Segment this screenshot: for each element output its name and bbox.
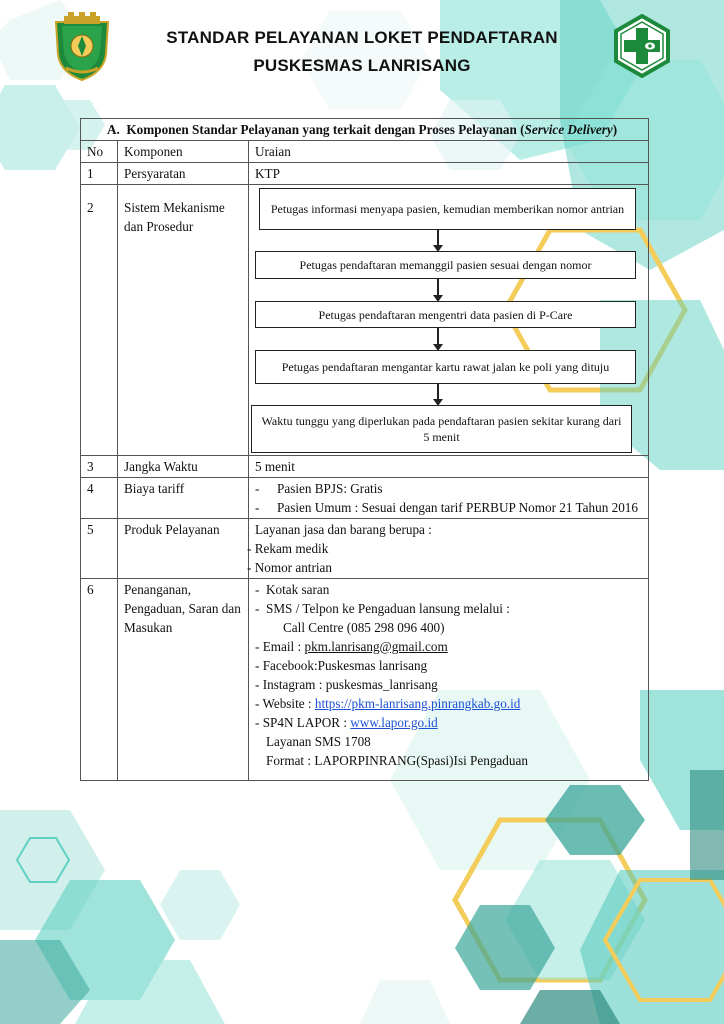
col-header-komponen: Komponen [118,141,249,163]
table-row [81,185,649,456]
col-header-no: No [81,141,118,163]
row-komponen-value: Sistem Mekanisme dan Prosedur [124,200,225,234]
complaint-channel: - Email : pkm.lanrisang@gmail.com [255,639,448,654]
row-no: 6 [81,579,118,781]
sms-layanan: Layanan SMS 1708 [266,734,371,749]
flow-step-2: Petugas pendaftaran memanggil pasien sesuai dengan nomor [255,251,636,279]
table-row [81,579,649,781]
lapor-link[interactable]: www.lapor.go.id [350,715,438,730]
flow-step-5-waiting-time: Waktu tunggu yang diperlukan pada pendaftaran pasien sekitar kurang dari 5 menit [251,405,632,453]
table-row [81,456,649,478]
website-link[interactable]: https://pkm-lanrisang.pinrangkab.go.id [314,696,521,711]
section-heading-row [81,119,649,141]
sms-format: Format : LAPORPINRANG(Spasi)Isi Pengaduan [266,753,528,768]
kotak-saran: Kotak saran [266,582,330,597]
section-title-italic-delivery: Delivery [567,122,613,137]
row-uraian-flow [249,185,649,456]
instagram: Instagram : puskesmas_lanrisang [262,677,438,692]
complaint-channel: - Instagram : puskesmas_lanrisang [255,677,438,692]
fee-item-text: Pasien BPJS: Gratis [277,481,383,496]
lapor-label: SP4N LAPOR : [262,715,351,730]
row-no [81,185,118,456]
row-no: 5 [81,519,118,579]
email-link[interactable]: pkm.lanrisang@gmail.com [304,639,448,654]
call-centre: Call Centre (085 298 096 400) [283,620,445,635]
row-no: 4 [81,478,118,519]
flow-step-4: Petugas pendaftaran mengantar kartu rawat jalan ke poli yang dituju [255,350,636,384]
table-row [81,163,649,185]
section-title-close: ) [612,122,618,137]
row-komponen: Biaya tariff [118,478,249,519]
page-title-line2: PUSKESMAS LANRISANG [253,56,471,75]
row-komponen: Persyaratan [118,163,249,185]
section-prefix: A. [107,122,120,137]
column-header-row [81,141,649,163]
flow-arrow [437,279,439,300]
section-title-italic-service: Service [524,122,565,137]
row-komponen: Produk Pelayanan [118,519,249,579]
row-uraian-complaints [249,579,649,781]
fee-item: - Pasien Umum : Sesuai dengan tarif PERBUP Nomor 21 Tahun 2016 [255,500,638,515]
products-intro: Layanan jasa dan barang berupa : [255,522,432,537]
section-title: Komponen Standar Pelayanan yang terkait dengan Proses Pelayanan ( [126,122,525,137]
complaint-channel: - Facebook:Puskesmas lanrisang [255,658,428,673]
complaint-channel: - SP4N LAPOR : www.lapor.go.id [255,715,438,730]
product-item: - Rekam medik [247,541,329,556]
fee-item-text: Pasien Umum : Sesuai dengan tarif PERBUP Nomor 21 Tahun 2016 [277,500,638,515]
row-komponen: Penanganan, Pengaduan, Saran dan Masukan [118,579,249,781]
complaint-channel: - SMS / Telpon ke Pengaduan lansung melalui : [255,601,510,616]
row-komponen [118,185,249,456]
row-no: 3 [81,456,118,478]
flow-step-1: Petugas informasi menyapa pasien, kemudian memberikan nomor antrian [259,188,636,230]
row-uraian-fees [249,478,649,519]
col-header-uraian: Uraian [249,141,649,163]
facebook: Facebook:Puskesmas lanrisang [262,658,428,673]
flow-arrow [437,230,439,250]
procedure-flowchart [249,185,648,455]
product-item-text: Nomor antrian [254,560,332,575]
service-standard-table [80,118,649,781]
row-no-value: 2 [87,200,94,215]
website-label: Website : [262,696,315,711]
page-title-line1: STANDAR PELAYANAN LOKET PENDAFTARAN [166,28,558,47]
row-komponen: Jangka Waktu [118,456,249,478]
email-label: Email : [262,639,305,654]
product-item: - Nomor antrian [247,560,332,575]
row-no: 1 [81,163,118,185]
table-row [81,478,649,519]
row-uraian-products [249,519,649,579]
row-uraian: 5 menit [249,456,649,478]
flow-arrow [437,384,439,404]
flow-step-3: Petugas pendaftaran mengentri data pasien di P-Care [255,301,636,328]
flow-arrow [437,328,439,349]
complaint-channel: - Website : https://pkm-lanrisang.pinrangkab.go.id [255,696,521,711]
fee-item: - Pasien BPJS: Gratis [255,481,383,496]
table-row [81,519,649,579]
product-item-text: Rekam medik [254,541,329,556]
complaint-channel: - Kotak saran [255,582,330,597]
row-uraian: KTP [249,163,649,185]
sms-telpon: SMS / Telpon ke Pengaduan lansung melalui : [266,601,510,616]
section-heading [81,119,649,141]
